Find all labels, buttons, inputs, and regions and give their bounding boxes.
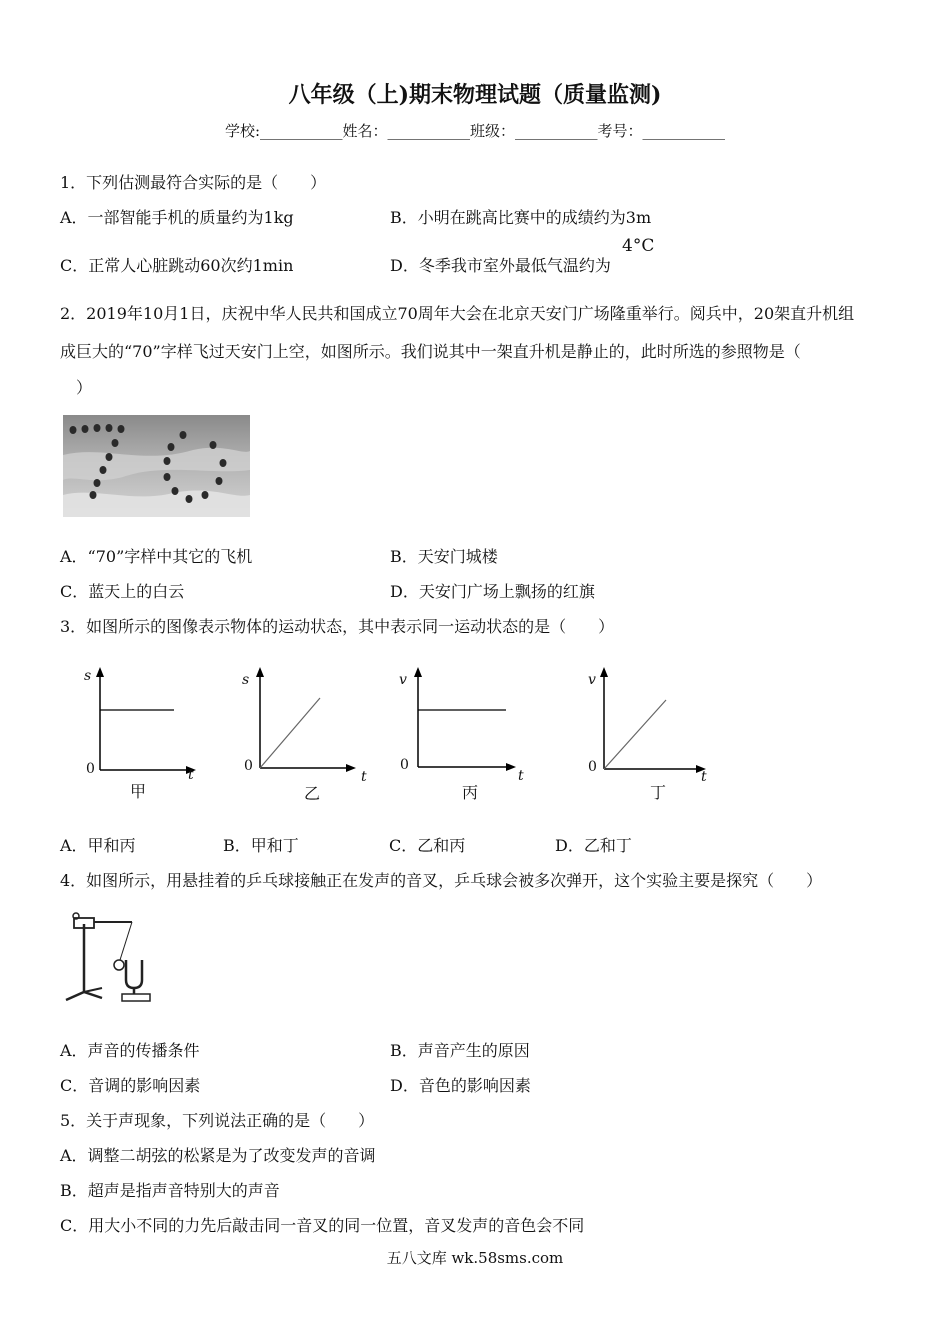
q2-stem-line3: ） — [76, 378, 93, 397]
q3-option-a: A．甲和丙 — [60, 836, 136, 855]
q1-option-c: C．正常人心脏跳动60次约1min — [60, 256, 294, 275]
graph-bing — [396, 665, 526, 805]
graph-yi-y-label: s — [242, 672, 250, 688]
graph-yi-x-label: t — [361, 769, 367, 785]
graph-jia-y-label: s — [84, 668, 92, 684]
graph-jia — [78, 665, 208, 805]
student-info-line: 学校:___________姓名：___________班级：___________考号：___________ — [224, 122, 726, 140]
tuning-fork-apparatus-figure — [62, 910, 162, 1005]
q2-stem-line1: 2．2019年10月1日，庆祝中华人民共和国成立70周年大会在北京天安门广场隆重举行。阅兵中，20架直升机组 — [60, 304, 855, 323]
q5-option-c: C．用大小不同的力先后敲击同一音叉的同一位置，音叉发声的音色会不同 — [60, 1216, 585, 1235]
graph-yi — [238, 665, 368, 805]
q3-stem: 3．如图所示的图像表示物体的运动状态，其中表示同一运动状态的是（ ） — [60, 617, 615, 636]
graph-bing-y-label: v — [399, 672, 407, 688]
graph-ding — [582, 665, 722, 805]
graph-bing-name: 丙 — [462, 783, 479, 802]
q2-option-c: C．蓝天上的白云 — [60, 582, 185, 601]
graph-ding-y-label: v — [588, 672, 596, 688]
q5-option-a: A．调整二胡弦的松紧是为了改变发声的音调 — [60, 1146, 376, 1165]
graph-yi-name: 乙 — [304, 784, 321, 803]
q4-stem: 4．如图所示，用悬挂着的乒乓球接触正在发声的音叉，乒乓球会被多次弹开，这个实验主要是探究（ ） — [60, 871, 823, 890]
q3-option-b: B．甲和丁 — [223, 836, 299, 855]
q1-option-d-value: 4°C — [622, 236, 655, 256]
q2-stem-line2: 成巨大的“70”字样飞过天安门上空，如图所示。我们说其中一架直升机是静止的，此时所选的参照物是（ — [60, 342, 801, 361]
q2-option-a: A．“70”字样中其它的飞机 — [60, 547, 253, 566]
graph-ding-x-label: t — [701, 769, 707, 785]
graph-jia-x-label: t — [188, 767, 194, 783]
q4-option-d: D．音色的影响因素 — [390, 1076, 531, 1095]
q4-option-b: B．声音产生的原因 — [390, 1041, 530, 1060]
q1-option-b: B．小明在跳高比赛中的成绩约为3m — [390, 208, 652, 227]
q1-option-d: D．冬季我市室外最低气温约为 — [390, 256, 611, 275]
q5-option-b: B．超声是指声音特别大的声音 — [60, 1181, 280, 1200]
q3-option-c: C．乙和丙 — [389, 836, 466, 855]
q3-option-d: D．乙和丁 — [555, 836, 632, 855]
graph-ding-name: 丁 — [650, 783, 667, 802]
q5-stem: 5．关于声现象，下列说法正确的是（ ） — [60, 1111, 375, 1130]
page-title: 八年级（上)期末物理试题（质量监测) — [288, 82, 662, 108]
graph-ding-origin: 0 — [588, 759, 597, 775]
graph-bing-origin: 0 — [400, 757, 409, 773]
graph-yi-origin: 0 — [244, 758, 253, 774]
q2-option-b: B．天安门城楼 — [390, 547, 498, 566]
graph-jia-name: 甲 — [130, 782, 147, 801]
page-footer: 五八文库 wk.58sms.com — [386, 1249, 564, 1267]
graph-bing-x-label: t — [518, 768, 524, 784]
q1-stem: 1．下列估测最符合实际的是（ ） — [60, 173, 327, 192]
q1-option-a: A．一部智能手机的质量约为1kg — [60, 208, 294, 227]
q4-option-a: A．声音的传播条件 — [60, 1041, 200, 1060]
q2-option-d: D．天安门广场上飘扬的红旗 — [390, 582, 595, 601]
q4-option-c: C．音调的影响因素 — [60, 1076, 201, 1095]
helicopter-formation-photo — [63, 415, 250, 517]
graph-jia-origin: 0 — [86, 761, 95, 777]
